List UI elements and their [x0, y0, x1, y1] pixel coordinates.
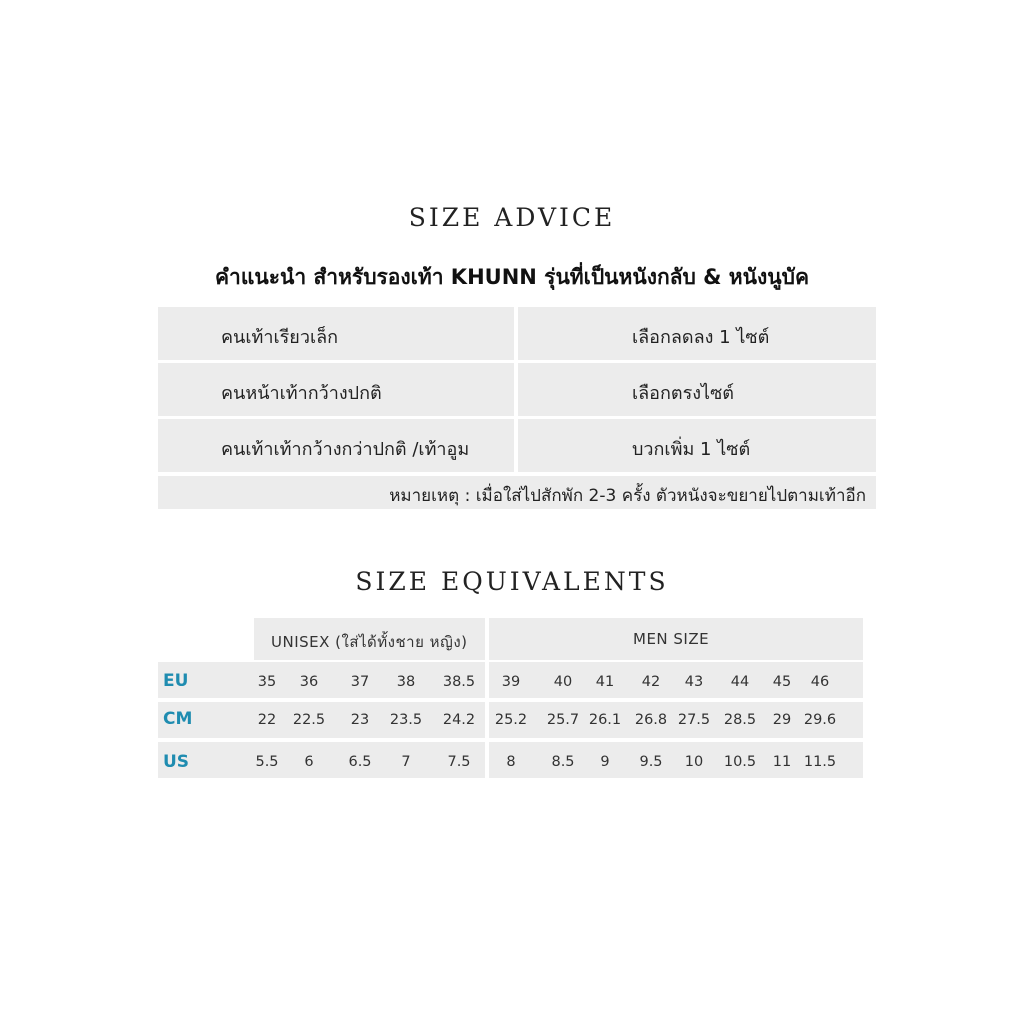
- men-size-cell: 8.5: [551, 754, 575, 770]
- unisex-size-cell: 35: [257, 674, 277, 690]
- men-size-cell: 9: [600, 754, 610, 770]
- men-size-cell: 39: [501, 674, 521, 690]
- size-system-label: EU: [163, 671, 189, 691]
- men-size-header: [489, 618, 863, 660]
- unisex-size-cell: 23.5: [389, 712, 423, 728]
- unisex-size-cell: 38.5: [442, 674, 476, 690]
- men-size-cell: 26.1: [588, 712, 622, 728]
- unisex-size-cell: 7: [401, 754, 411, 770]
- unisex-size-cell: 36: [299, 674, 319, 690]
- advice-size-label: บวกเพิ่ม 1 ไซต์: [632, 439, 751, 460]
- advice-row: [158, 419, 876, 472]
- men-size-cell: 45: [772, 674, 792, 690]
- advice-foot-label: คนเท้าเรียวเล็ก: [221, 327, 339, 348]
- advice-row: [158, 307, 876, 360]
- unisex-header: [254, 618, 485, 660]
- unisex-size-cell: 22.5: [292, 712, 326, 728]
- unisex-size-cell: 23: [350, 712, 370, 728]
- size-equivalents-title: SIZE EQUIVALENTS: [355, 567, 669, 596]
- men-size-cell: 11: [772, 754, 792, 770]
- men-size-cell: 10: [684, 754, 704, 770]
- unisex-size-cell: 6: [304, 754, 314, 770]
- advice-foot-cell: [158, 363, 514, 416]
- advice-note-text: หมายเหตุ : เมื่อใส่ไปสักพัก 2-3 ครั้ง ตัวหนังจะขยายไปตามเท้าอีก: [389, 486, 866, 506]
- size-system-label: US: [163, 752, 190, 772]
- advice-foot-cell: [158, 419, 514, 472]
- unisex-size-cell: 24.2: [442, 712, 476, 728]
- unisex-size-cell: 38: [396, 674, 416, 690]
- men-size-cell: 27.5: [677, 712, 711, 728]
- men-size-cell: 41: [595, 674, 615, 690]
- size-advice-title: SIZE ADVICE: [408, 203, 616, 232]
- advice-size-label: เลือกลดลง 1 ไซต์: [632, 327, 770, 348]
- size-system-label: CM: [163, 709, 193, 729]
- advice-foot-cell: [158, 307, 514, 360]
- men-size-cell: 28.5: [723, 712, 757, 728]
- men-size-cell: 42: [641, 674, 661, 690]
- men-size-header-label: MEN SIZE: [633, 630, 710, 648]
- men-size-cell: 9.5: [639, 754, 663, 770]
- advice-row: [158, 363, 876, 416]
- men-size-cell: 25.7: [546, 712, 580, 728]
- men-size-cell: 26.8: [634, 712, 668, 728]
- unisex-header-label: UNISEX (ใส่ได้ทั้งชาย หญิง): [271, 633, 468, 651]
- advice-size-label: เลือกตรงไซต์: [632, 383, 734, 404]
- men-size-cell: 46: [810, 674, 830, 690]
- advice-size-cell: [518, 363, 876, 416]
- men-size-cell: 43: [684, 674, 704, 690]
- unisex-size-cell: 22: [257, 712, 277, 728]
- unisex-size-cell: 6.5: [348, 754, 372, 770]
- men-size-cell: 10.5: [723, 754, 757, 770]
- advice-size-cell: [518, 307, 876, 360]
- men-size-cell: 44: [730, 674, 750, 690]
- men-size-cell: 11.5: [803, 754, 837, 770]
- men-size-cell: 25.2: [494, 712, 528, 728]
- advice-foot-label: คนหน้าเท้ากว้างปกติ: [221, 383, 382, 404]
- men-size-cell: 29.6: [803, 712, 837, 728]
- advice-size-cell: [518, 419, 876, 472]
- unisex-size-cell: 7.5: [447, 754, 471, 770]
- unisex-size-cell: 37: [350, 674, 370, 690]
- men-size-cell: 8: [506, 754, 516, 770]
- advice-note: [158, 476, 876, 509]
- unisex-size-cell: 5.5: [255, 754, 279, 770]
- men-size-cell: 29: [772, 712, 792, 728]
- men-size-cell: 40: [553, 674, 573, 690]
- size-advice-subtitle: คำแนะนำ สำหรับรองเท้า KHUNN รุ่นที่เป็นหนังกลับ & หนังนูบัค: [215, 265, 809, 289]
- advice-foot-label: คนเท้าเท้ากว้างกว่าปกติ /เท้าอูม: [221, 439, 470, 460]
